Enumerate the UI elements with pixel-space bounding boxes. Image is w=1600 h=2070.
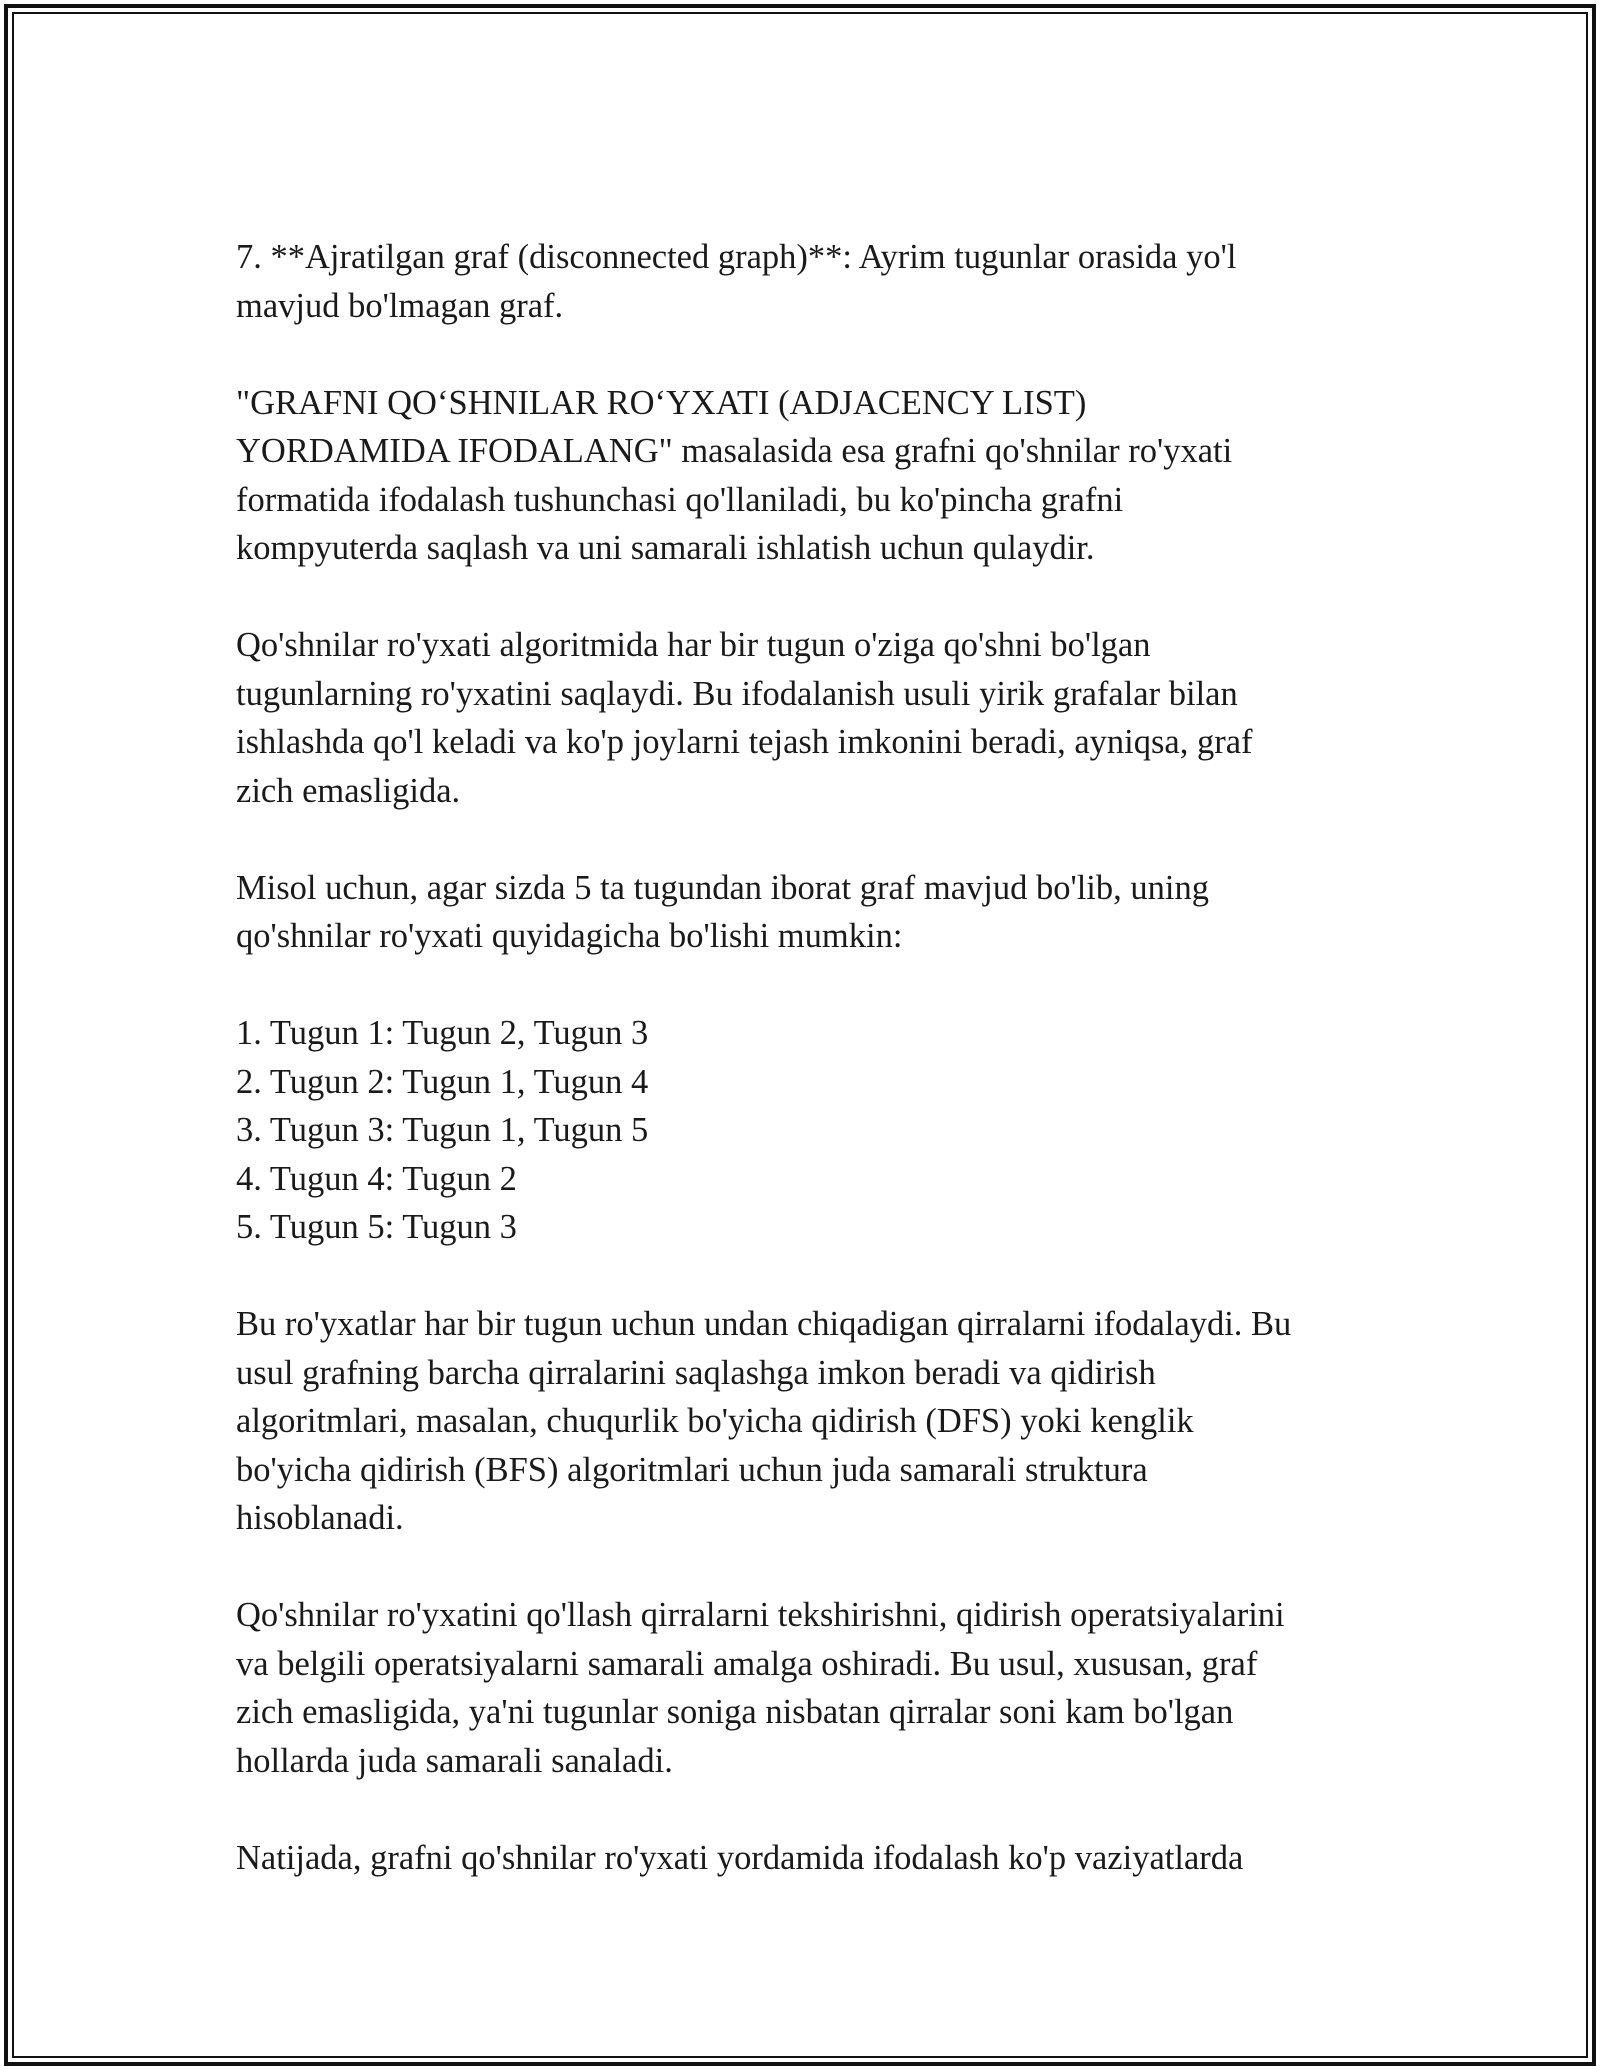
paragraph-usage-benefits: Qo'shnilar ro'yxatini qo'llash qirralarni tekshirishni, qidirish operatsiyalarini va belgili operatsiyalarni samarali amalga oshiradi. Bu usul, xususan, graf zich emasligida, ya'ni tugunlar soniga nisbatan qirralar soni kam bo'lgan hollarda juda samarali sanaladi. <box>236 1596 1285 1780</box>
paragraph-disconnected-graph: 7. **Ajratilgan graf (disconnected graph)**: Ayrim tugunlar orasida yo'l mavjud bo'lmagan graf. <box>236 238 1237 325</box>
list-item: 5. Tugun 5: Tugun 3 <box>236 1208 517 1246</box>
paragraph-example-intro: Misol uchun, agar sizda 5 ta tugundan iborat graf mavjud bo'lib, uning qo'shnilar ro'yxati quyidagicha bo'lishi mumkin: <box>236 868 1209 955</box>
paragraph-conclusion: Natijada, grafni qo'shnilar ro'yxati yordamida ifodalash ko'p vaziyatlarda <box>236 1838 1244 1877</box>
list-item: 3. Tugun 3: Tugun 1, Tugun 5 <box>236 1111 649 1149</box>
list-item: 4. Tugun 4: Tugun 2 <box>236 1159 517 1198</box>
document-body <box>236 233 1366 1882</box>
adjacency-list-example <box>236 1009 1366 1252</box>
paragraph-adjacency-algorithm: Qo'shnilar ro'yxati algoritmida har bir tugun o'ziga qo'shni bo'lgan tugunlarning ro'yxatini saqlaydi. Bu ifodalanish usuli yirik grafalar bilan ishlashda qo'l keladi va ko'p joylarni tejash imkonini beradi, ayniqsa, graf zich emasligida. <box>236 626 1253 810</box>
paragraph-adjacency-list-intro: "GRAFNI QO‘SHNILAR RO‘YXATI (ADJACENCY LIST) YORDAMIDA IFODALANG" masalasida esa grafni qo'shnilar ro'yxati formatida ifodalash tushunchasi qo'llaniladi, bu ko'pincha grafni kompyuterda saqlash va uni samarali ishlatish uchun qulaydir. <box>236 383 1233 567</box>
paragraph-list-explanation: Bu ro'yxatlar har bir tugun uchun undan chiqadigan qirralarni ifodalaydi. Bu usul grafning barcha qirralarini saqlashga imkon beradi va qidirish algoritmlari, masalan, chuqurlik bo'yicha qidirish (DFS) yoki kenglik bo'yicha qidirish (BFS) algoritmlari uchun juda samarali struktura hisoblanadi. <box>236 1305 1292 1537</box>
list-item: 1. Tugun 1: Tugun 2, Tugun 3 <box>236 1014 649 1052</box>
list-item: 2. Tugun 2: Tugun 1, Tugun 4 <box>236 1062 649 1101</box>
